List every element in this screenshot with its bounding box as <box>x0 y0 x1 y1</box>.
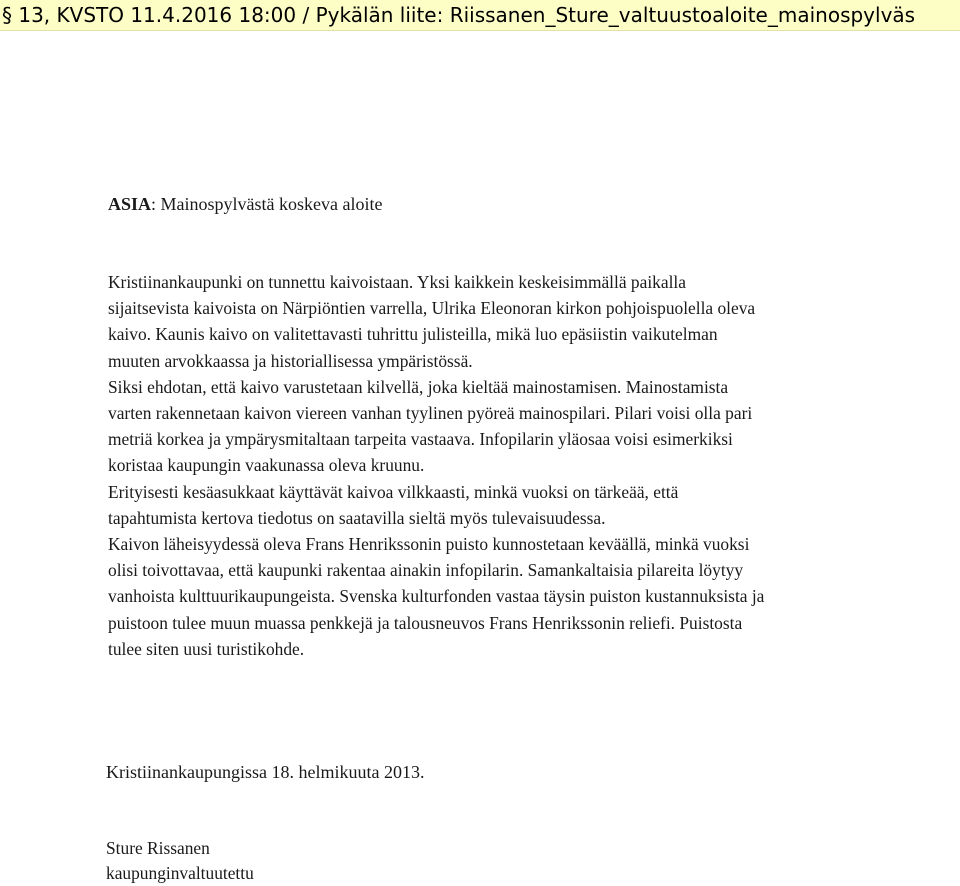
body-line: vanhoista kulttuurikaupungeista. Svenska kulturfonden vastaa täysin puiston kustannuksista ja <box>108 586 765 607</box>
body-line: tulee siten uusi turistikohde. <box>108 638 305 659</box>
body-line: tapahtumista kertova tiedotus on saatavilla sieltä myös tulevaisuudessa. <box>108 507 606 528</box>
signer-title: kaupunginvaltuutettu <box>106 863 254 883</box>
place-and-date: Kristiinankaupungissa 18. helmikuuta 2013. <box>106 762 425 782</box>
body-line: Kaivon läheisyydessä oleva Frans Henrikssonin puisto kunnostetaan keväällä, minkä vuoksi <box>108 534 750 555</box>
body-line: Erityisesti kesäasukkaat käyttävät kaivoa vilkkaasti, minkä vuoksi on tärkeää, että <box>108 481 679 502</box>
body-line: puistoon tulee muun muassa penkkejä ja talousneuvos Frans Henrikssonin reliefi. Puistosta <box>108 612 743 633</box>
signature-block <box>106 836 254 886</box>
body-line: metriä korkea ja ympärysmitaltaan tarpeita vastaava. Infopilarin yläosaa voisi esimerkiksi <box>108 429 733 450</box>
subject-label: ASIA <box>108 194 152 214</box>
body-line: varten rakennetaan kaivon viereen vanhan tyylinen pyöreä mainospilari. Pilari voisi olla pari <box>108 403 753 424</box>
body-line: Siksi ehdotan, että kaivo varustetaan kilvellä, joka kieltää mainostamisen. Mainostamista <box>108 376 729 397</box>
letter-body <box>108 269 928 662</box>
signer-name: Sture Rissanen <box>106 838 210 858</box>
body-line: muuten arvokkaassa ja historiallisessa ympäristössä. <box>108 350 473 371</box>
document-header-bar <box>0 0 960 31</box>
subject-line <box>108 193 382 215</box>
body-line: olisi toivottavaa, että kaupunki rakentaa ainakin infopilarin. Samankaltaisia pilareita löytyy <box>108 560 744 581</box>
body-line: Kristiinankaupunki on tunnettu kaivoistaan. Yksi kaikkein keskeisimmällä paikalla <box>108 272 686 292</box>
header-title: § 13, KVSTO 11.4.2016 18:00 / Pykälän liite: Riissanen_Sture_valtuustoaloite_mainospylväs <box>2 3 916 27</box>
body-line: sijaitsevista kaivoista on Närpiöntien varrella, Ulrika Eleonoran kirkon pohjoispuolella oleva <box>108 298 756 319</box>
body-line: koristaa kaupungin vaakunassa oleva kruunu. <box>108 455 425 476</box>
subject-text: : Mainospylvästä koskeva aloite <box>151 194 383 214</box>
body-line: kaivo. Kaunis kaivo on valitettavasti tuhrittu julisteilla, mikä luo epäsiistin vaikutelman <box>108 324 718 345</box>
